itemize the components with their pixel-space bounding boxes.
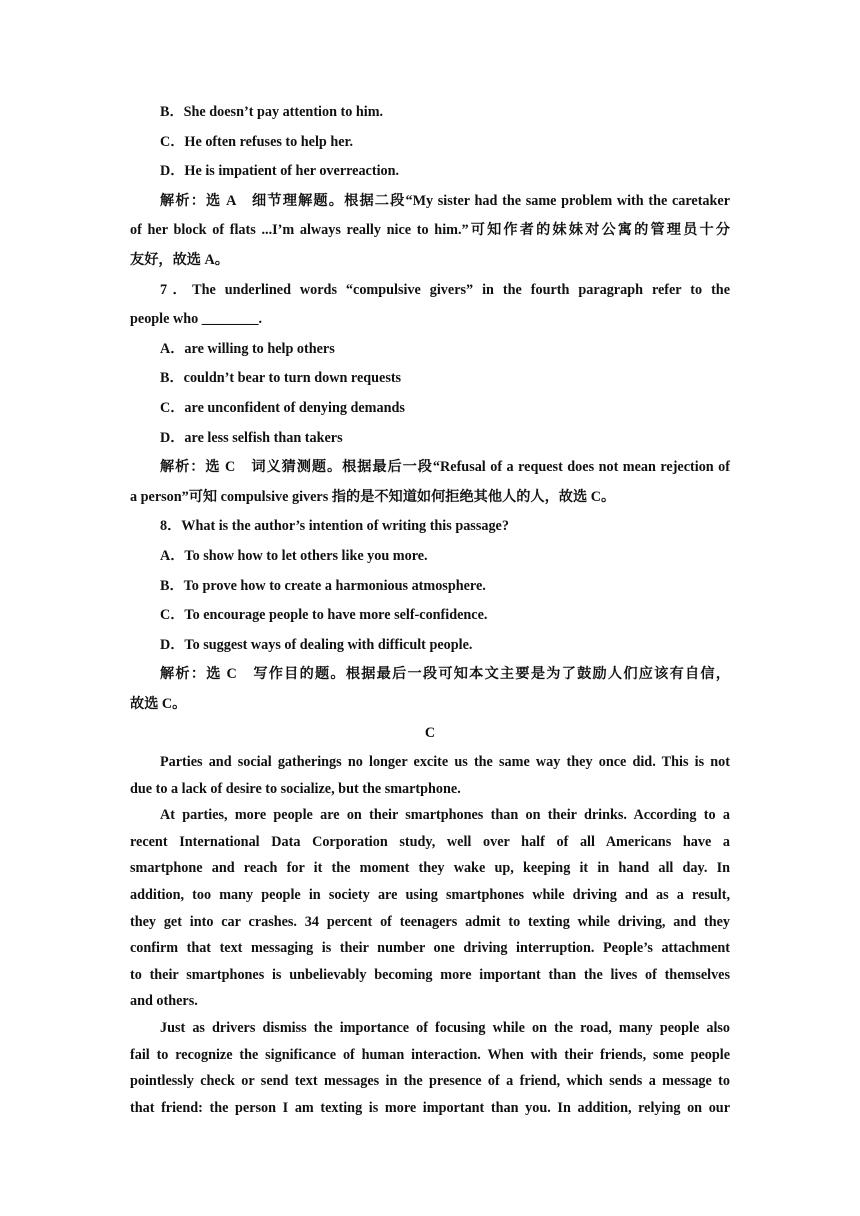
q8-analysis-line-2: 故选 C。 xyxy=(130,695,187,712)
q8-analysis-line-1: 解析：选 C 写作目的题。根据最后一段可知本文主要是为了鼓励人们应该有自信， xyxy=(160,666,730,683)
paragraph-line: that friend: the person I am texting is more important than you. In addition, relying on our xyxy=(130,1099,730,1116)
paragraph-line: smartphone and reach for it the moment they wake up, keeping it in hand all day. In xyxy=(130,860,730,877)
paragraph-line: addition, too many people in society are using smartphones while driving and as a result, xyxy=(130,887,730,904)
q7-stem-line-1: 7．The underlined words “compulsive givers” in the fourth paragraph refer to the xyxy=(160,281,730,298)
q8-option-b: B．To prove how to create a harmonious atmosphere. xyxy=(160,577,486,594)
q7-analysis-line-1: 解析：选 C 词义猜测题。根据最后一段“Refusal of a request does not mean rejection of xyxy=(160,459,730,476)
q6-analysis-line-3: 友好，故选 A。 xyxy=(130,251,229,268)
paragraph-line: fail to recognize the significance of human interaction. When with their friends, some people xyxy=(130,1046,730,1063)
paragraph-line: recent International Data Corporation study, well over half of all Americans have a xyxy=(130,833,730,850)
paragraph-line: pointlessly check or send text messages in the presence of a friend, which sends a message to xyxy=(130,1073,730,1090)
q8-option-c: C．To encourage people to have more self-confidence. xyxy=(160,607,488,624)
q8-stem: 8．What is the author’s intention of writing this passage? xyxy=(160,518,509,535)
paragraph-line: At parties, more people are on their smartphones than on their drinks. According to a xyxy=(160,807,730,824)
q8-option-a: A．To show how to let others like you more. xyxy=(160,547,428,564)
passage-paragraph-2 xyxy=(130,802,730,1015)
document-page xyxy=(130,98,730,1121)
paragraph-line: Just as drivers dismiss the importance of focusing while on the road, many people also xyxy=(160,1020,730,1036)
q7-analysis-line-2: a person”可知 compulsive givers 指的是不知道如何拒绝其他人的人，故选 C。 xyxy=(130,488,616,505)
q7-stem-line-2: people who ________. xyxy=(130,311,263,328)
q6-option-d: D．He is impatient of her overreaction. xyxy=(160,163,400,180)
passage-paragraph-3 xyxy=(130,1015,730,1121)
paragraph-line: they get into car crashes. 34 percent of teenagers admit to texting while driving, and they xyxy=(130,913,730,930)
paragraph-line: to their smartphones is unbelievably becoming more important than the lives of themselves xyxy=(130,966,730,983)
q6-analysis-line-2: of her block of flats ...I’m always really nice to him.”可知作者的妹妹对公寓的管理员十分 xyxy=(130,222,730,239)
paragraph-line: Parties and social gatherings no longer excite us the same way they once did. This is not xyxy=(160,754,730,771)
passage-paragraph-1 xyxy=(130,749,730,802)
q7-option-c: C．are unconfident of denying demands xyxy=(160,399,405,416)
q6-option-c: C．He often refuses to help her. xyxy=(160,133,354,150)
paragraph-line: confirm that text messaging is their number one driving interruption. People’s attachment xyxy=(130,940,730,957)
q8-option-d: D．To suggest ways of dealing with difficult people. xyxy=(160,636,473,653)
q7-option-d: D．are less selfish than takers xyxy=(160,429,343,446)
q6-analysis-line-1: 解析：选 A 细节理解题。根据二段“My sister had the same problem with the caretaker xyxy=(160,192,730,209)
q7-option-a: A．are willing to help others xyxy=(160,340,335,357)
section-heading: C xyxy=(424,725,436,742)
paragraph-line: and others. xyxy=(130,993,198,1010)
q7-option-b: B．couldn’t bear to turn down requests xyxy=(160,370,402,387)
paragraph-line: due to a lack of desire to socialize, but the smartphone. xyxy=(130,780,461,797)
q6-option-b: B．She doesn’t pay attention to him. xyxy=(160,104,384,120)
